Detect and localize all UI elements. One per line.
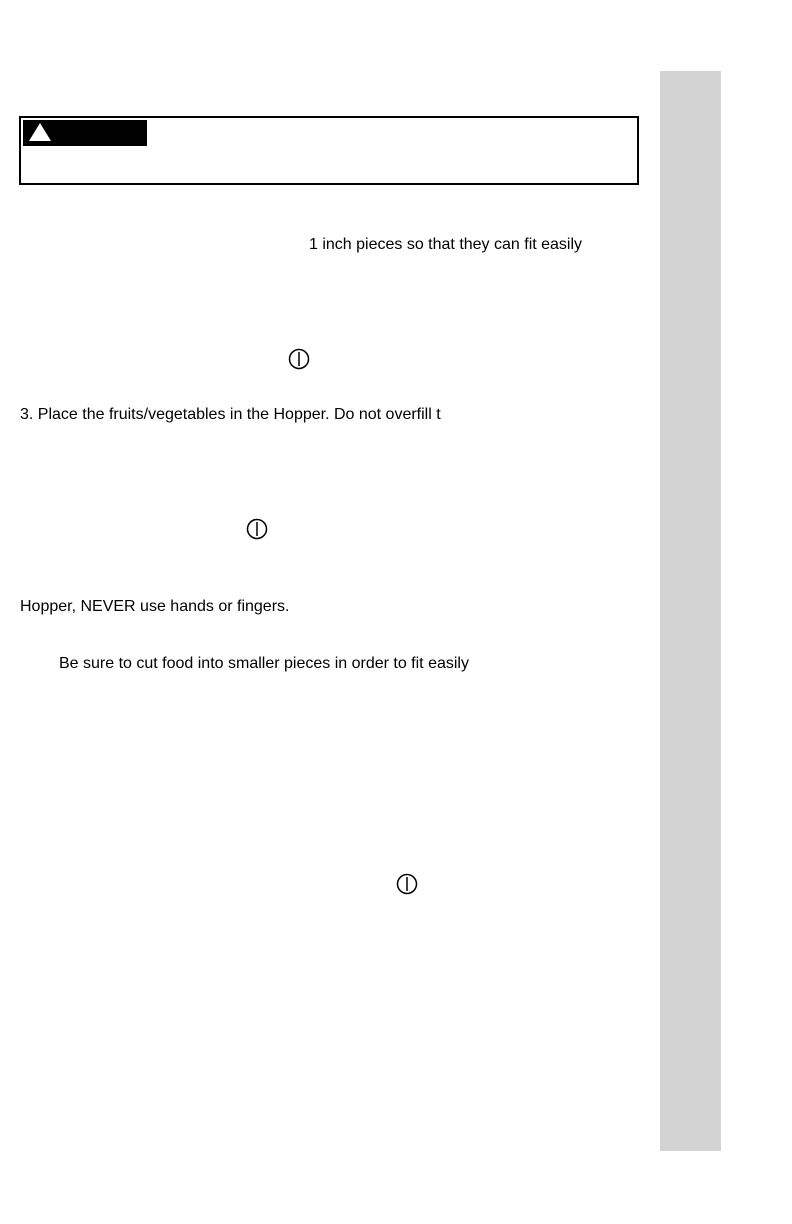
warning-header	[23, 120, 147, 146]
warning-triangle-icon	[29, 123, 51, 141]
power-button-icon	[396, 873, 418, 895]
instruction-line: Be sure to cut food into smaller pieces in order to fit easily	[59, 655, 469, 672]
side-tab	[660, 71, 721, 1151]
instruction-line: 1 inch pieces so that they can fit easily	[309, 236, 583, 253]
power-button-icon	[246, 518, 268, 540]
warning-box	[19, 116, 639, 185]
power-button-icon	[288, 348, 310, 370]
instruction-line: Hopper, NEVER use hands or fingers.	[20, 598, 290, 615]
instruction-line: 3. Place the fruits/vegetables in the Hopper. Do not overfill t	[20, 406, 441, 423]
